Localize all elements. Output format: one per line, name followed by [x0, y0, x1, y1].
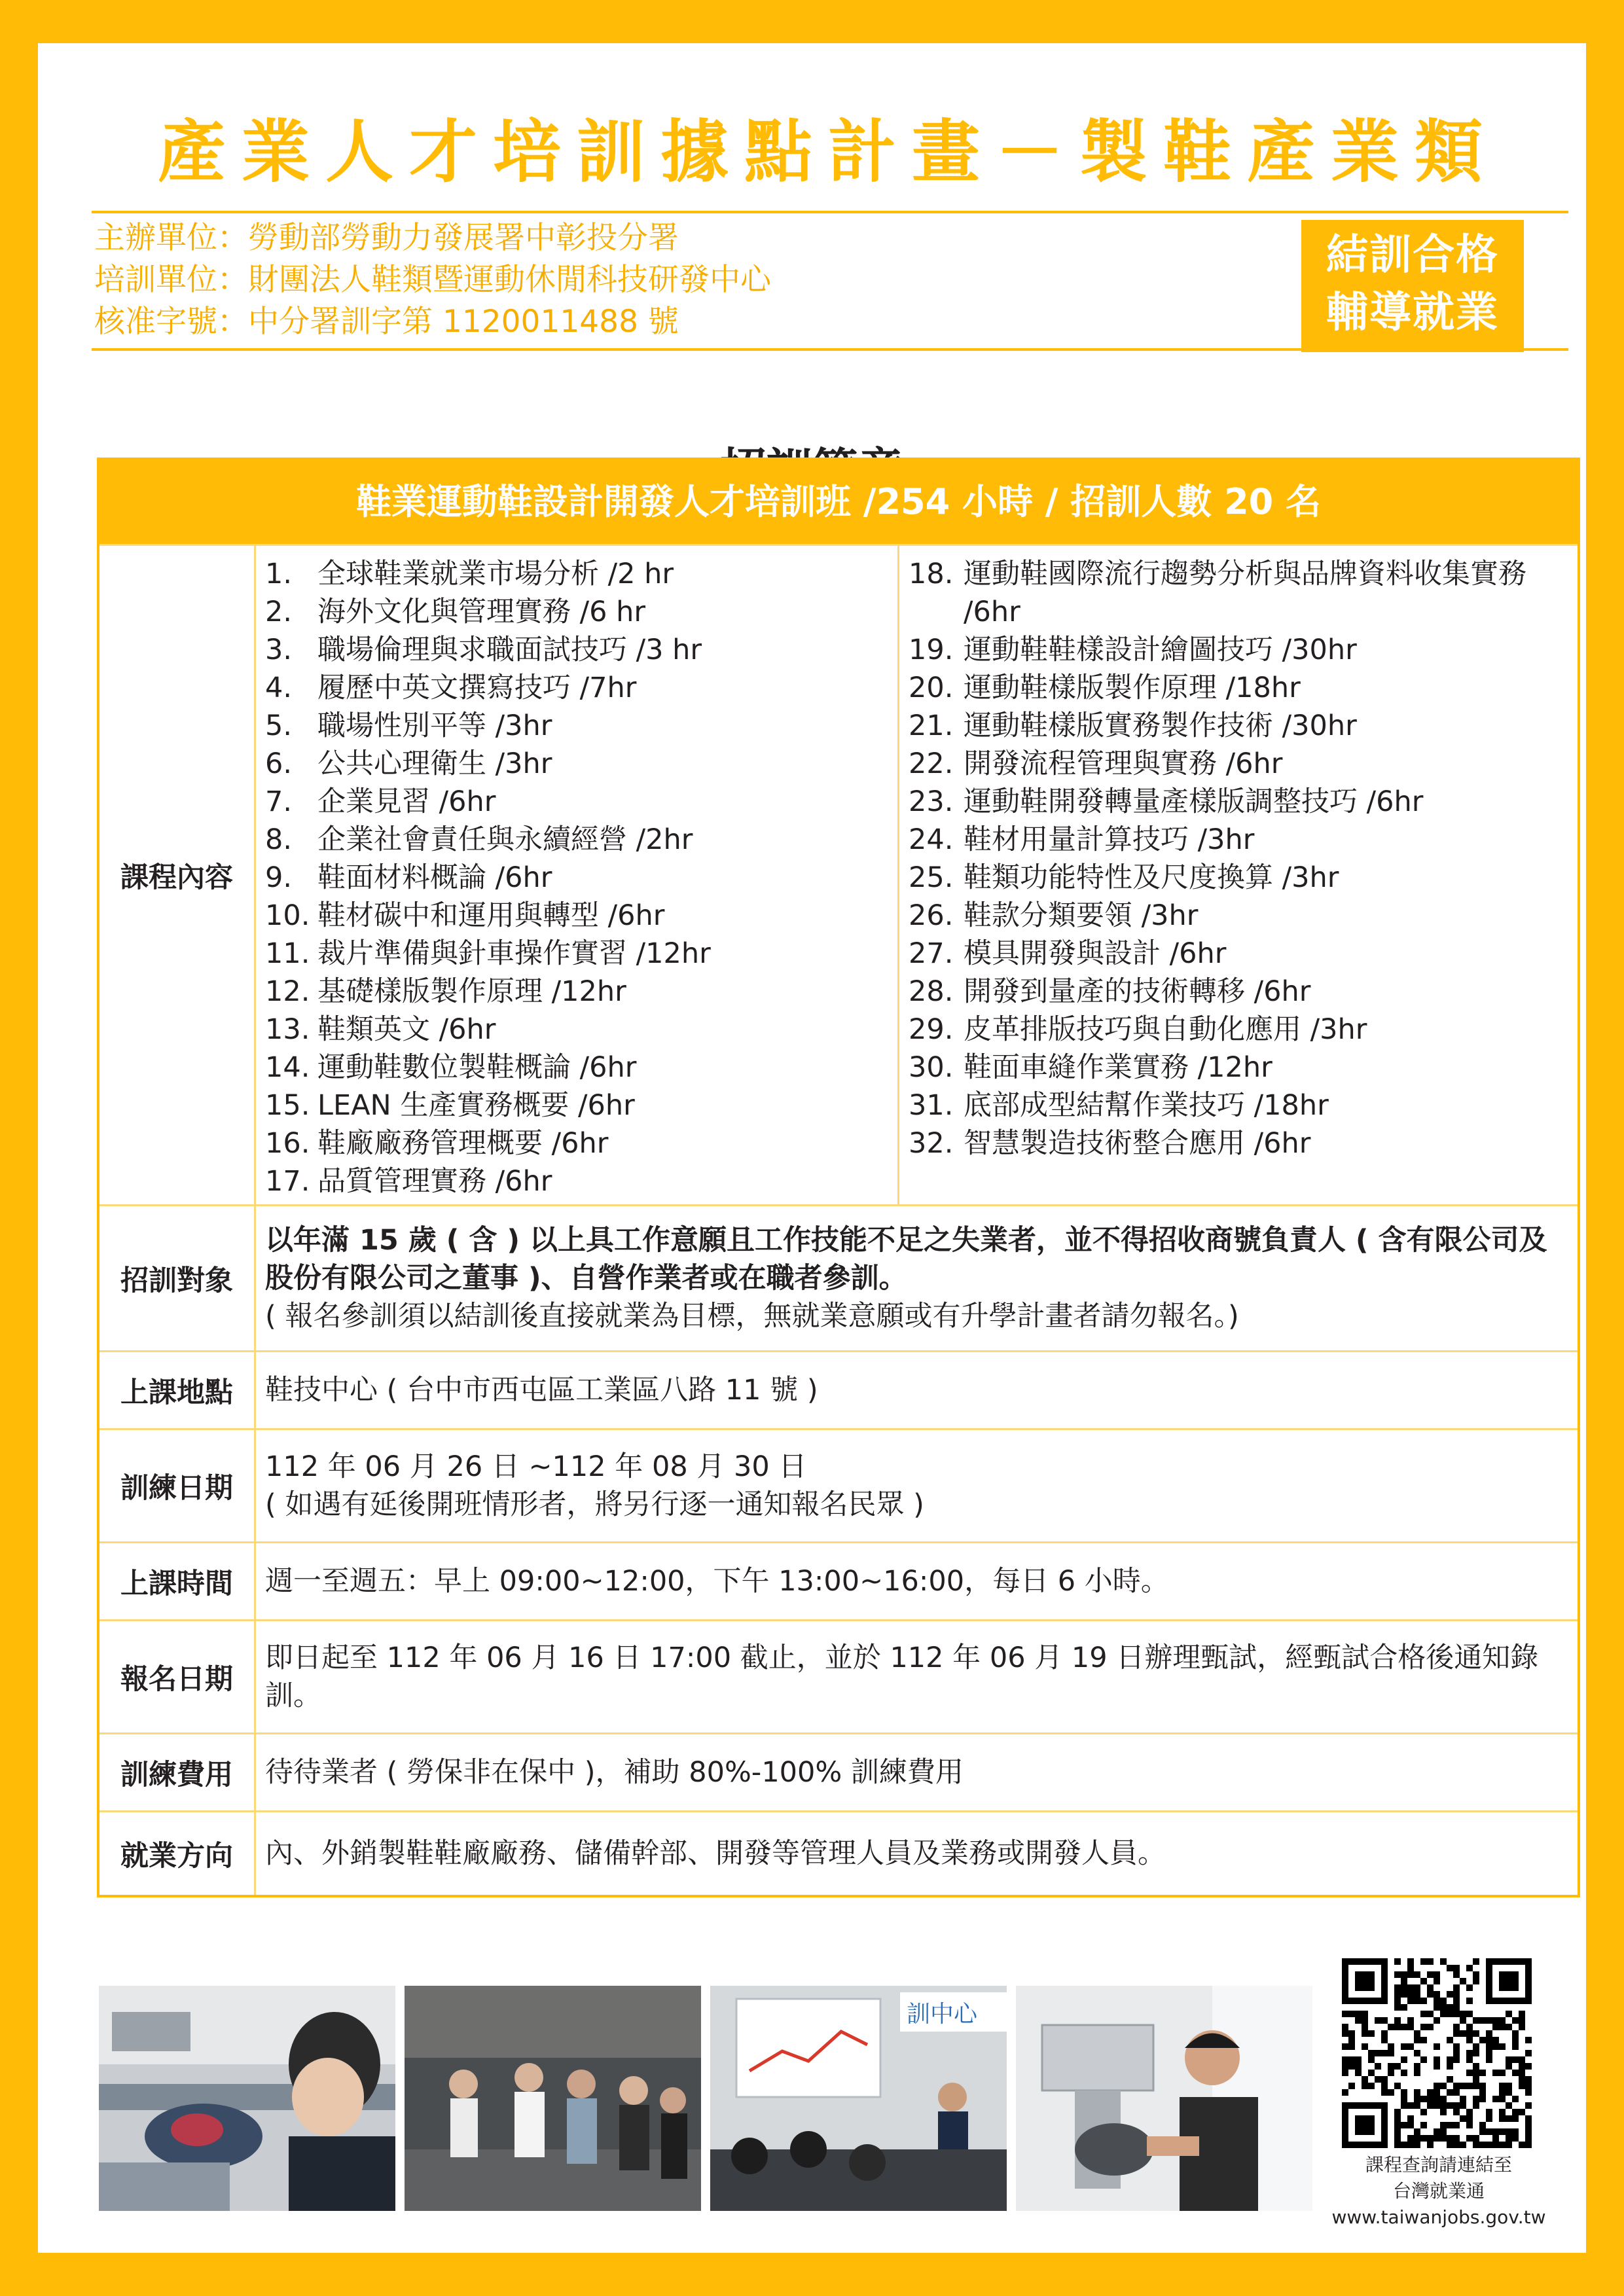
label-location: 上課地點 [99, 1352, 256, 1428]
course-item [265, 1011, 891, 1049]
course-item-number: 17. [265, 1165, 310, 1198]
course-list-right [899, 546, 1578, 1204]
course-item-number: 24. [909, 823, 954, 856]
course-item-title: 履歷中英文撰寫技巧 /7hr [317, 672, 637, 704]
course-item [909, 745, 1571, 783]
row-career [99, 1810, 1578, 1895]
target-note: ( 報名參訓須以結訓後直接就業為目標，無就業意願或有升學計畫者請勿報名。) [265, 1300, 1239, 1333]
time-value: 週一至週五：早上 09:00~12:00，下午 13:00~16:00，每日 6 小時。 [265, 1565, 1169, 1598]
course-item [265, 1124, 891, 1162]
course-item-title: 智慧製造技術整合應用 /6hr [964, 1127, 1311, 1160]
qr-code[interactable] [1342, 1958, 1532, 2148]
course-item-title: 企業見習 /6hr [317, 785, 496, 818]
course-item-title: 海外文化與管理實務 /6 hr [317, 596, 646, 628]
course-header: 鞋業運動鞋設計開發人才培訓班 /254 小時 / 招訓人數 20 名 [99, 460, 1578, 544]
course-item-title: 鞋款分類要領 /3hr [964, 899, 1199, 932]
badge-line-1: 結訓合格 [1326, 231, 1499, 279]
course-item-number: 32. [909, 1127, 954, 1160]
course-item-title: 全球鞋業就業市場分析 /2 hr [317, 558, 674, 590]
course-item-title: 品質管理實務 /6hr [317, 1165, 552, 1198]
target-cell [256, 1206, 1578, 1350]
title-divider-top [92, 211, 1568, 213]
course-item-title: 鞋材用量計算技巧 /3hr [964, 823, 1255, 856]
course-item [909, 973, 1571, 1011]
course-item-number: 21. [909, 709, 954, 742]
row-location [99, 1350, 1578, 1428]
course-item-title: 鞋材碳中和運用與轉型 /6hr [317, 899, 665, 932]
course-item-number: 5. [265, 709, 293, 742]
course-item-number: 31. [909, 1089, 954, 1122]
course-item-number: 2. [265, 596, 293, 628]
qr-note-url[interactable]: www.taiwanjobs.gov.tw [1331, 2206, 1546, 2228]
course-item-number: 25. [909, 861, 954, 894]
course-item-number: 3. [265, 634, 293, 666]
row-fee [99, 1732, 1578, 1810]
course-item-number: 27. [909, 937, 954, 970]
course-item-title: 職場倫理與求職面試技巧 /3 hr [317, 634, 702, 666]
course-item-title: 鞋類功能特性及尺度換算 /3hr [964, 861, 1339, 894]
course-item-number: 6. [265, 747, 293, 780]
course-item [909, 707, 1571, 745]
course-item-number: 16. [265, 1127, 310, 1160]
course-item [909, 821, 1571, 859]
row-registration [99, 1619, 1578, 1732]
course-item [909, 935, 1571, 973]
approval-number-line: 核准字號：中分署訓字第 1120011488 號 [94, 304, 679, 340]
target-main: 以年滿 15 歲 ( 含 ) 以上具工作意願且工作技能不足之失業者，並不得招收商號負責人 ( 含有限公司及股份有限公司之董事 )、自營作業者或在職者參訓。 [265, 1224, 1547, 1295]
course-item-number: 15. [265, 1089, 310, 1122]
course-item [909, 669, 1571, 707]
course-item-number: 7. [265, 785, 293, 818]
course-item [265, 1049, 891, 1086]
photo-group-discussion [405, 1986, 701, 2211]
course-item-title: 開發流程管理與實務 /6hr [964, 747, 1283, 780]
course-item-title: 基礎樣版製作原理 /12hr [317, 975, 626, 1008]
course-item-number: 11. [265, 937, 310, 970]
course-item [265, 745, 891, 783]
course-info-table [97, 457, 1580, 1897]
photo-classroom-lecture [710, 1986, 1007, 2211]
course-item [265, 1162, 891, 1200]
course-item-title: LEAN 生產實務概要 /6hr [317, 1089, 635, 1122]
label-career: 就業方向 [99, 1812, 256, 1895]
course-item-number: 12. [265, 975, 310, 1008]
course-item-number: 10. [265, 899, 310, 932]
course-item [265, 859, 891, 897]
course-item-number: 29. [909, 1013, 954, 1046]
course-item-title: 運動鞋數位製鞋概論 /6hr [317, 1051, 637, 1084]
dates-note: ( 如遇有延後開班情形者，將另行逐一通知報名民眾 ) [265, 1488, 924, 1521]
location-value: 鞋技中心 ( 台中市西屯區工業區八路 11 號 ) [265, 1374, 818, 1407]
label-time: 上課時間 [99, 1543, 256, 1619]
course-item [265, 935, 891, 973]
course-item-title: 運動鞋樣版實務製作技術 /30hr [964, 709, 1357, 742]
fee-value: 待待業者 ( 勞保非在保中 )，補助 80%-100% 訓練費用 [265, 1756, 964, 1789]
photo-sewing-practice [99, 1986, 395, 2211]
course-list [256, 546, 1578, 1204]
label-dates: 訓練日期 [99, 1430, 256, 1541]
title-divider-bottom [92, 348, 1568, 351]
photo-machine-operation [1016, 1986, 1312, 2211]
course-item [265, 593, 891, 631]
qr-note-line-1: 課程查詢請連結至 [1365, 2154, 1512, 2176]
label-fee: 訓練費用 [99, 1734, 256, 1810]
course-item [909, 1049, 1571, 1086]
course-item-title: 鞋廠廠務管理概要 /6hr [317, 1127, 609, 1160]
poster-page [38, 43, 1586, 2253]
course-item-number: 26. [909, 899, 954, 932]
course-item-number: 19. [909, 634, 954, 666]
course-item [909, 897, 1571, 935]
course-item-number: 22. [909, 747, 954, 780]
row-dates [99, 1428, 1578, 1541]
row-time [99, 1541, 1578, 1619]
badge-line-2: 輔導就業 [1326, 289, 1499, 337]
course-item [265, 973, 891, 1011]
course-item-title: 企業社會責任與永續經營 /2hr [317, 823, 693, 856]
course-item-title: 皮革排版技巧與自動化應用 /3hr [964, 1013, 1367, 1046]
course-item-title: 職場性別平等 /3hr [317, 709, 552, 742]
course-item [265, 897, 891, 935]
course-item-title: 運動鞋開發轉量產樣版調整技巧 /6hr [964, 785, 1424, 818]
course-item [909, 631, 1571, 669]
course-item-number: 28. [909, 975, 954, 1008]
row-target [99, 1204, 1578, 1350]
course-item-number: 20. [909, 672, 954, 704]
course-item-title: 運動鞋鞋樣設計繪圖技巧 /30hr [964, 634, 1357, 666]
photo-sign-text: 訓中心 [907, 2001, 978, 2028]
label-course-content: 課程內容 [99, 546, 256, 1204]
dates-cell [256, 1430, 1578, 1541]
career-value: 內、外銷製鞋鞋廠廠務、儲備幹部、開發等管理人員及業務或開發人員。 [265, 1837, 1166, 1870]
course-item-number: 8. [265, 823, 293, 856]
dates-range: 112 年 06 月 26 日 ~112 年 08 月 30 日 [265, 1450, 807, 1483]
organizer-line: 主辦單位：勞動部勞動力發展署中彰投分署 [94, 220, 679, 256]
course-item [265, 669, 891, 707]
course-item-title: 運動鞋國際流行趨勢分析與品牌資料收集實務 /6hr [964, 558, 1526, 628]
course-item [909, 1011, 1571, 1049]
poster-title: 產業人才培訓據點計畫－製鞋產業類 [157, 112, 1498, 192]
course-item [265, 783, 891, 821]
course-item [265, 821, 891, 859]
course-item-title: 運動鞋樣版製作原理 /18hr [964, 672, 1301, 704]
employment-badge [1301, 220, 1524, 352]
course-item-number: 13. [265, 1013, 310, 1046]
course-item [265, 1086, 891, 1124]
course-item-number: 14. [265, 1051, 310, 1084]
course-item-number: 18. [909, 558, 954, 590]
label-target: 招訓對象 [99, 1206, 256, 1350]
course-item-number: 4. [265, 672, 293, 704]
course-item-title: 模具開發與設計 /6hr [964, 937, 1227, 970]
course-item [909, 783, 1571, 821]
qr-note [1314, 2152, 1563, 2231]
course-item [265, 631, 891, 669]
course-item-title: 公共心理衛生 /3hr [317, 747, 552, 780]
course-item [909, 859, 1571, 897]
course-item-title: 鞋面車縫作業實務 /12hr [964, 1051, 1272, 1084]
training-unit-line: 培訓單位：財團法人鞋類暨運動休閒科技研發中心 [94, 262, 771, 298]
course-item [909, 1124, 1571, 1162]
course-item-title: 開發到量產的技術轉移 /6hr [964, 975, 1311, 1008]
qr-note-line-2: 台灣就業通 [1392, 2180, 1485, 2202]
course-item-title: 裁片準備與針車操作實習 /12hr [317, 937, 711, 970]
course-item-title: 鞋類英文 /6hr [317, 1013, 496, 1046]
course-item-title: 鞋面材料概論 /6hr [317, 861, 552, 894]
course-item-number: 30. [909, 1051, 954, 1084]
course-item-number: 9. [265, 861, 293, 894]
course-item [909, 555, 1571, 631]
organizer-info [94, 217, 771, 343]
row-course-content [99, 544, 1578, 1204]
label-registration: 報名日期 [99, 1621, 256, 1732]
course-item-number: 1. [265, 558, 293, 590]
course-item-title: 底部成型結幫作業技巧 /18hr [964, 1089, 1329, 1122]
course-item [909, 1086, 1571, 1124]
course-item-number: 23. [909, 785, 954, 818]
registration-value: 即日起至 112 年 06 月 16 日 17:00 截止，並於 112 年 06 月 19 日辦理甄試，經甄試合格後通知錄訓。 [265, 1641, 1539, 1712]
course-list-left [256, 546, 899, 1204]
course-item [265, 555, 891, 593]
course-item [265, 707, 891, 745]
